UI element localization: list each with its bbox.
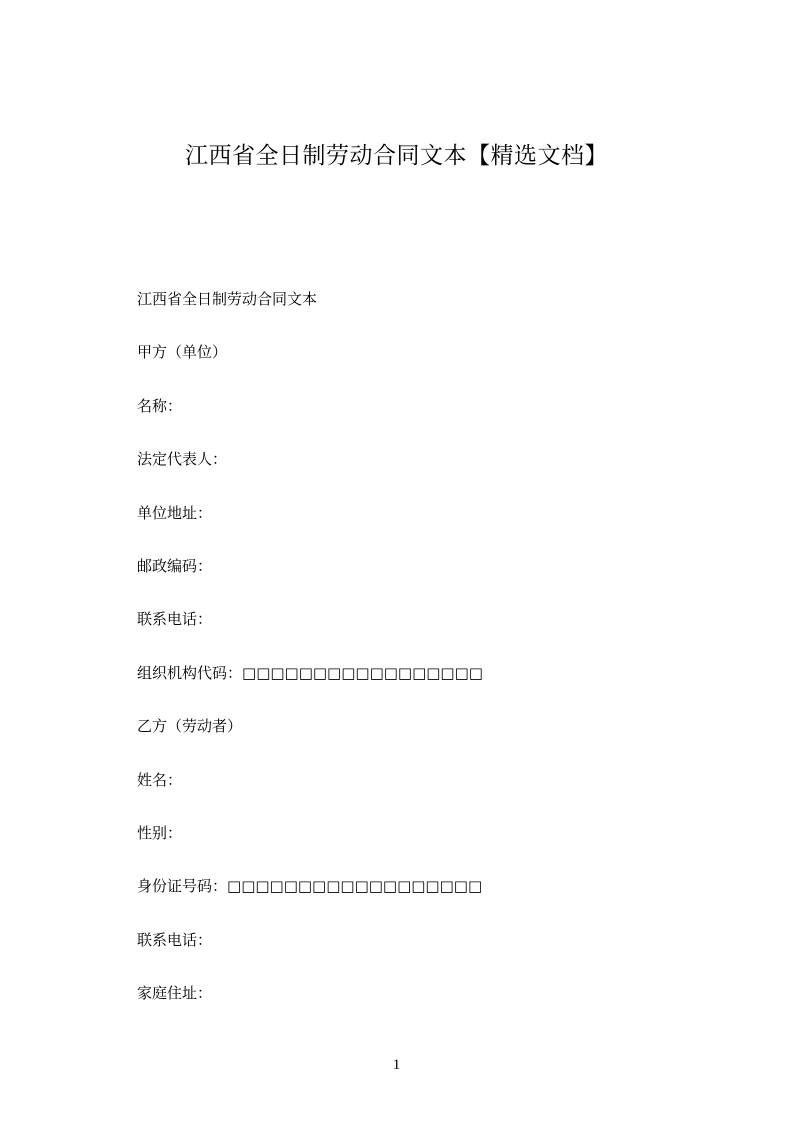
home-address-label: 家庭住址： (137, 984, 213, 1003)
company-address-label: 单位地址： (137, 503, 213, 522)
party-a-phone-label: 联系电话： (137, 610, 213, 629)
id-number-boxes: □□□□□□□□□□□□□□□□□□ (227, 877, 483, 896)
org-code-label: 组织机构代码： (137, 663, 243, 682)
org-code-row (137, 662, 737, 715)
contract-heading: 江西省全日制劳动合同文本 (137, 290, 318, 308)
page-number: 1 (392, 1057, 401, 1073)
party-b-heading: 乙方（劳动者） (137, 717, 243, 736)
document-title: 江西省全日制劳动合同文本【精选文档】 (185, 143, 608, 169)
legal-representative-label: 法定代表人： (137, 450, 228, 469)
gender-label: 性别： (137, 823, 183, 842)
id-number-label: 身份证号码： (137, 877, 228, 896)
org-code-boxes: □□□□□□□□□□□□□□□□□ (242, 663, 483, 682)
company-name-label: 名称： (137, 396, 183, 415)
id-number-row (137, 875, 737, 928)
person-name-label: 姓名： (137, 770, 183, 789)
party-a-heading: 甲方（单位） (137, 343, 228, 362)
contract-fields (137, 288, 737, 1035)
postal-code-label: 邮政编码： (137, 556, 213, 575)
party-b-phone-label: 联系电话： (137, 930, 213, 949)
